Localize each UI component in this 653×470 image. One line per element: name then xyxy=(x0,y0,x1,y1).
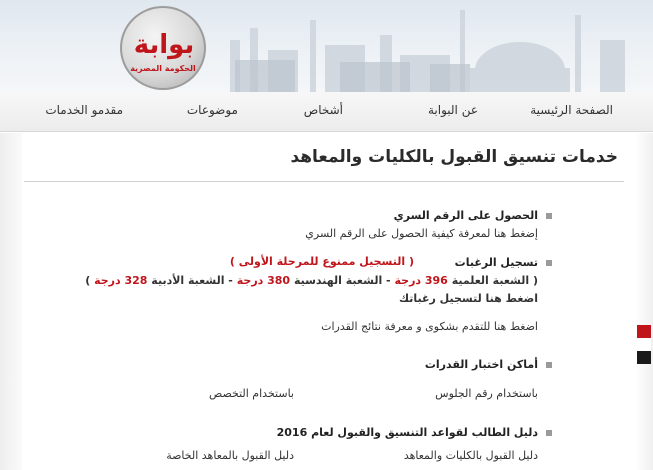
science-score: 396 درجة xyxy=(394,274,448,287)
section-secret-title: الحصول على الرقم السري xyxy=(393,209,538,222)
title-divider xyxy=(24,181,624,182)
section-guide-heading xyxy=(277,426,552,439)
colleges-guide-link[interactable]: دليل القبول بالكليات والمعاهد xyxy=(403,449,538,462)
by-seat-number-link[interactable]: باستخدام رقم الجلوس xyxy=(435,387,538,400)
main-nav xyxy=(0,92,653,132)
min-scores-line xyxy=(85,274,538,287)
nav-about[interactable]: عن البوابة xyxy=(427,103,478,117)
section-secret-heading xyxy=(394,209,552,222)
logo-text: بوابة xyxy=(133,30,195,60)
bullet-icon xyxy=(546,260,552,266)
section-desires-heading xyxy=(455,256,552,269)
main-content xyxy=(24,133,624,470)
nav-people[interactable]: أشخاص xyxy=(303,103,343,117)
bullet-icon xyxy=(546,362,552,368)
science-label: الشعبة العلمية xyxy=(451,274,530,287)
engineering-label: - الشعبة الهندسية xyxy=(293,274,391,287)
section-abilities-heading xyxy=(425,358,552,371)
bullet-icon xyxy=(546,213,552,219)
registration-status: ( التسجيل ممنوع للمرحلة الأولى ) xyxy=(229,255,414,268)
open-paren: ( xyxy=(532,274,538,287)
nav-service-providers[interactable]: مقدمو الخدمات xyxy=(45,103,123,117)
portal-logo[interactable] xyxy=(120,6,210,90)
page-title: خدمات تنسيق القبول بالكليات والمعاهد xyxy=(290,147,618,167)
nav-topics[interactable]: موضوعات xyxy=(186,103,238,117)
right-margin xyxy=(635,133,653,470)
logo-subtitle: الحكومة المصرية xyxy=(130,64,196,73)
cityscape-banner xyxy=(0,0,653,92)
complaints-link[interactable]: اضغط هنا للتقدم بشكوى و معرفة نتائج القدرات xyxy=(321,320,538,333)
section-abilities-title: أماكن اختبار القدرات xyxy=(424,358,538,371)
egypt-flag-icon xyxy=(637,325,651,365)
engineering-score: 380 درجة xyxy=(236,274,291,287)
bullet-icon xyxy=(546,430,552,436)
close-paren: ) xyxy=(85,274,91,287)
secret-number-link[interactable]: إضغط هنا لمعرفة كيفية الحصول على الرقم السري xyxy=(305,227,538,240)
section-desires-title: تسجيل الرغبات xyxy=(454,256,538,269)
literary-score: 328 درجة xyxy=(94,274,148,287)
by-specialty-link[interactable]: باستخدام التخصص xyxy=(208,387,294,400)
nav-home[interactable]: الصفحة الرئيسية xyxy=(530,103,613,117)
private-institutes-guide-link[interactable]: دليل القبول بالمعاهد الخاصة xyxy=(166,449,294,462)
literary-label: - الشعبة الأدبية xyxy=(151,274,233,287)
register-desires-link[interactable]: اضغط هنا لتسجيل رغباتك xyxy=(398,292,538,305)
left-margin xyxy=(0,133,22,470)
section-guide-title: دليل الطالب لقواعد التنسيق والقبول لعام 2016 xyxy=(276,426,538,439)
site-header xyxy=(0,0,653,92)
